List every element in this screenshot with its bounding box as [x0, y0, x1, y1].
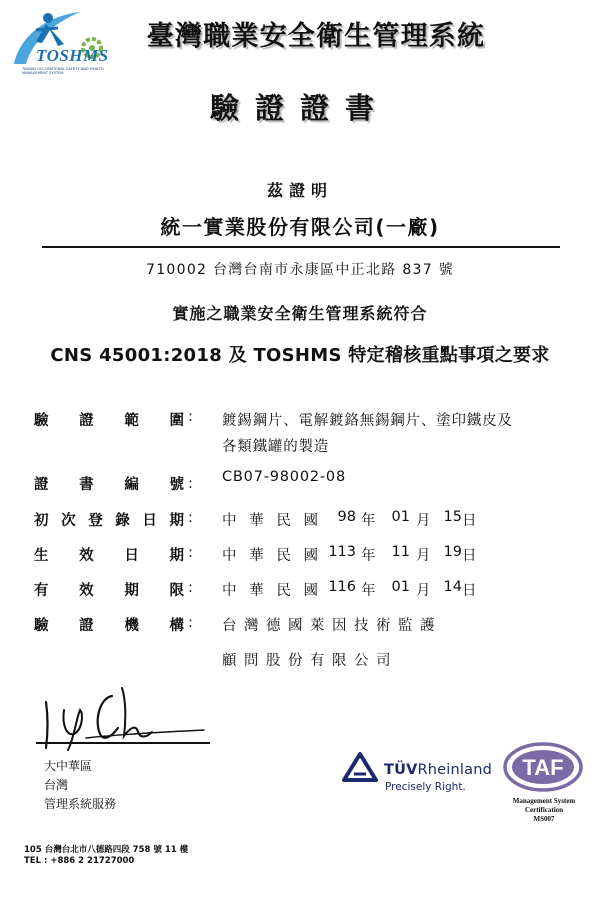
- effective-date-month: 11: [391, 544, 410, 560]
- taf-caption-2: Certification: [524, 806, 564, 814]
- expiry-date-year-unit: 年: [361, 583, 376, 599]
- cert-body-colon: :: [188, 615, 193, 631]
- expiry-date-day-unit: 日: [462, 583, 477, 599]
- initial-date-year: 98: [337, 509, 356, 525]
- taf-mark-text: TAF: [522, 755, 564, 780]
- taf-caption-3: MS007: [533, 815, 555, 823]
- company-name: 統一實業股份有限公司(一廠): [160, 215, 440, 239]
- cert-number-label: 證書編號: [34, 477, 184, 493]
- conformity-statement-2: CNS 45001:2018 及 TOSHMS 特定稽核重點事項之要求: [50, 345, 550, 366]
- tuv-wordmark: TÜVRheinland: [384, 762, 493, 778]
- signer-region: 大中華區: [44, 759, 93, 773]
- expiry-date-month: 01: [391, 579, 410, 595]
- toshms-logo: [6, 6, 110, 80]
- effective-date-day: 19: [443, 544, 462, 560]
- effective-date-label: 生效日期: [34, 548, 184, 564]
- footer-phone: TEL : +886 2 21727000: [24, 856, 135, 866]
- system-title: 臺灣職業安全衛生管理系統: [146, 21, 486, 52]
- expiry-date-era: 中華民國: [222, 583, 318, 599]
- certificate-title: 驗證證書: [209, 91, 390, 125]
- expiry-date-year: 116: [328, 579, 356, 595]
- cert-number-colon: :: [188, 476, 193, 492]
- initial-date-label: 初次登錄日期: [34, 513, 184, 529]
- cert-number-value: CB07-98002-08: [222, 469, 346, 485]
- initial-date-era: 中華民國: [222, 513, 318, 529]
- signer-department: 管理系統服務: [44, 797, 117, 811]
- initial-date-month-unit: 月: [416, 513, 431, 529]
- cert-body-value-line1: 台灣德國萊因技術監護: [222, 618, 442, 634]
- expiry-date-colon: :: [188, 580, 193, 596]
- logo-subtitle: TAIWAN OCCUPATIONAL SAFETY AND HEALTH MANAGEMENT SYSTEM: [22, 67, 104, 76]
- company-address: 710002 台灣台南市永康區中正北路 837 號: [145, 262, 454, 278]
- conformity-statement-1: 實施之職業安全衛生管理系統符合: [172, 304, 428, 323]
- expiry-date-month-unit: 月: [416, 583, 431, 599]
- cert-body-label: 驗證機構: [34, 618, 184, 634]
- cert-body-value-line2: 顧問股份有限公司: [222, 653, 398, 669]
- effective-date-month-unit: 月: [416, 548, 431, 564]
- tuv-triangle-icon: [342, 752, 378, 782]
- tuv-slogan: Precisely Right.: [385, 781, 466, 793]
- scope-colon: :: [188, 409, 193, 425]
- hereby-certify: 茲證明: [266, 181, 333, 200]
- scope-label: 驗證範圍: [34, 413, 184, 429]
- initial-date-day: 15: [443, 509, 462, 525]
- effective-date-year: 113: [328, 544, 356, 560]
- effective-date-year-unit: 年: [361, 548, 376, 564]
- logo-wordmark: TOSHMS: [36, 46, 109, 65]
- footer-address: 105 台灣台北市八德路四段 758 號 11 樓: [24, 845, 189, 855]
- taf-accreditation-icon: [502, 741, 584, 793]
- initial-date-year-unit: 年: [361, 513, 376, 529]
- expiry-date-day: 14: [443, 579, 462, 595]
- effective-date-era: 中華民國: [222, 548, 318, 564]
- signature-line: [36, 742, 210, 744]
- taf-caption-1: Management System: [512, 797, 576, 805]
- initial-date-month: 01: [391, 509, 410, 525]
- effective-date-day-unit: 日: [462, 548, 477, 564]
- effective-date-colon: :: [188, 545, 193, 561]
- initial-date-day-unit: 日: [462, 513, 477, 529]
- company-divider: [42, 246, 560, 248]
- signer-country: 台灣: [44, 778, 69, 792]
- scope-value-line1: 鍍錫鋼片、電解鍍鉻無錫鋼片、塗印鐵皮及: [222, 413, 513, 429]
- scope-value-line2: 各類鐵罐的製造: [222, 439, 330, 455]
- initial-date-colon: :: [188, 510, 193, 526]
- expiry-date-label: 有效期限: [34, 583, 184, 599]
